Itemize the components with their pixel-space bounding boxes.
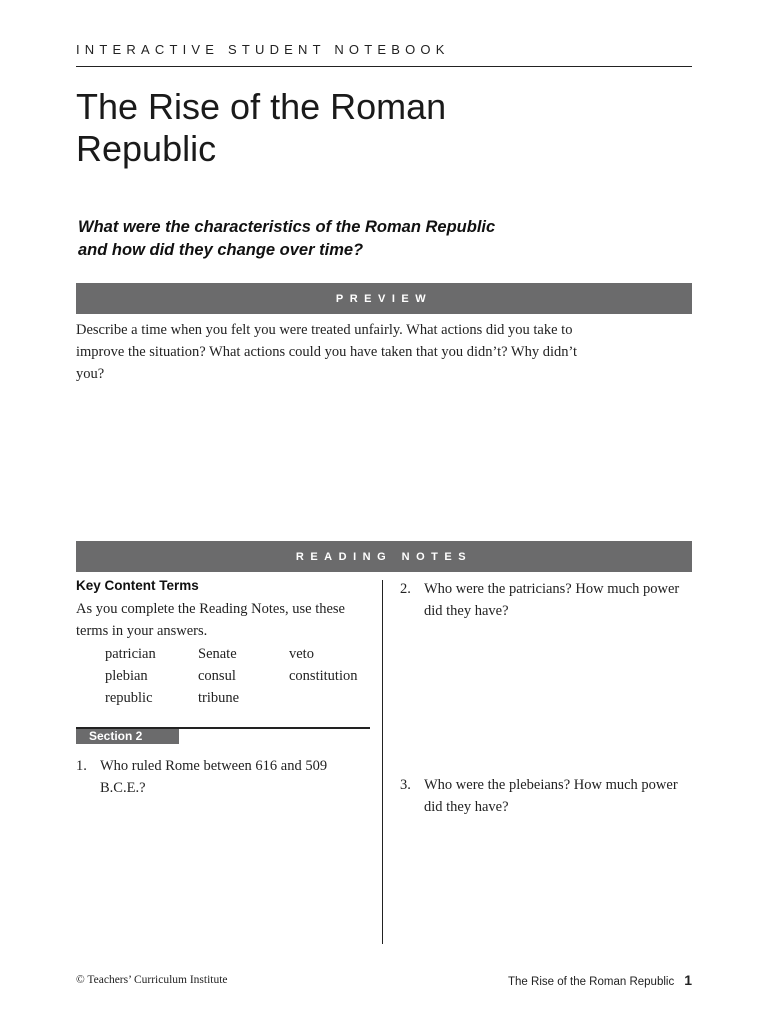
term: consul (198, 668, 236, 684)
question-2 (400, 578, 696, 622)
section-label: Section 2 (76, 729, 179, 744)
question-number: 3. (400, 777, 411, 793)
term: republic (105, 690, 153, 706)
page-number: 1 (684, 972, 692, 988)
term: Senate (198, 646, 237, 662)
term: veto (289, 646, 314, 662)
term: patrician (105, 646, 156, 662)
reading-notes-band: READING NOTES (76, 541, 692, 572)
key-terms-intro: As you complete the Reading Notes, use these terms in your answers. (76, 601, 345, 639)
header-divider (76, 66, 692, 67)
question-3 (400, 774, 696, 818)
question-text: Who ruled Rome between 616 and 509 B.C.E.? (100, 758, 328, 796)
copyright: © Teachers’ Curriculum Institute (76, 974, 228, 986)
preview-band: PREVIEW (76, 283, 692, 314)
term: plebian (105, 668, 148, 684)
question-number: 2. (400, 581, 411, 597)
key-terms-list (105, 643, 379, 709)
running-title: The Rise of the Roman Republic (508, 976, 675, 988)
page-title: The Rise of the Roman Republic (76, 86, 447, 169)
question-number: 1. (76, 758, 87, 774)
notebook-label: INTERACTIVE STUDENT NOTEBOOK (76, 42, 450, 57)
term: tribune (198, 690, 240, 706)
question-text: Who were the patricians? How much power did they have? (424, 581, 680, 619)
column-divider (382, 580, 383, 944)
key-terms-heading: Key Content Terms (76, 578, 199, 593)
term (289, 687, 379, 709)
footer-running-head (508, 972, 692, 988)
preview-prompt: Describe a time when you felt you were treated unfairly. What actions did you take to improve the situation? What actions could you have taken that you didn’t? Why didn’t you? (76, 322, 578, 382)
question-1 (76, 755, 376, 799)
term: constitution (289, 668, 358, 684)
question-text: Who were the plebeians? How much power did they have? (424, 777, 678, 815)
essential-question: What were the characteristics of the Roman Republic and how did they change over time? (78, 218, 496, 259)
